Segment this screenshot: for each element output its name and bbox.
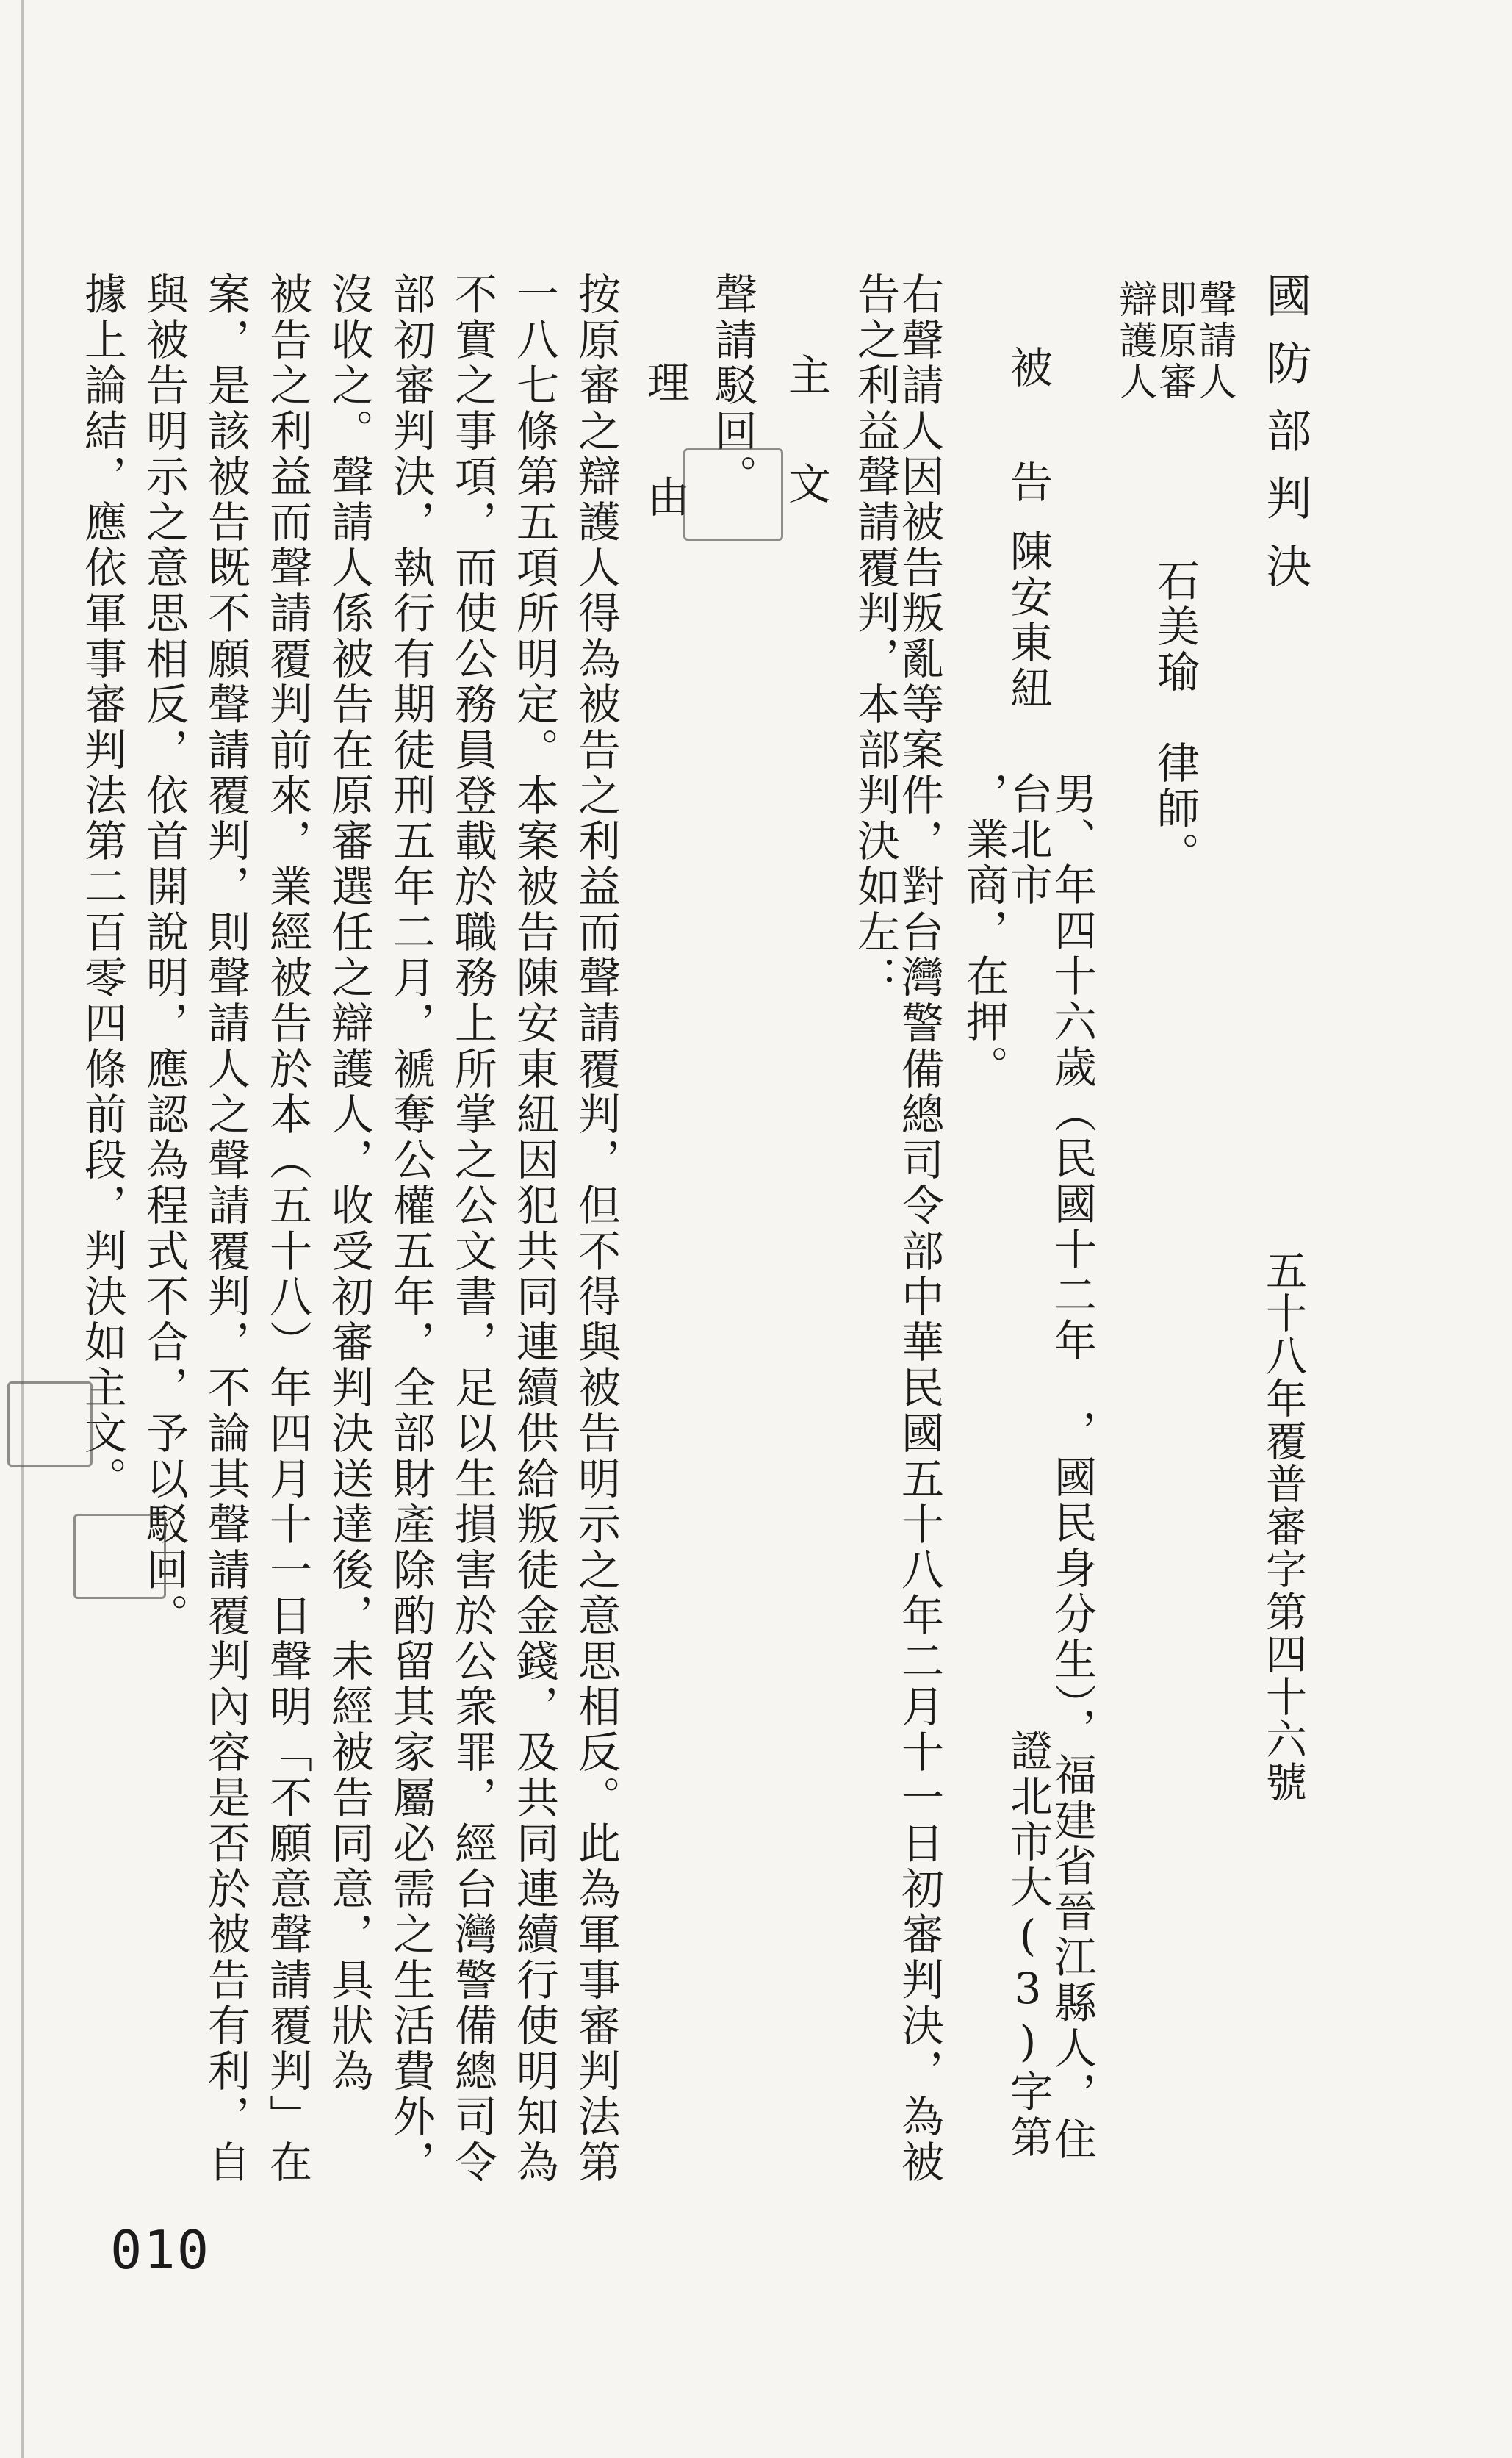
reason-line: 不實之事項，而使公務員登載於職務上所掌之公文書，足以生損害於公衆罪，經台灣警備總司令 [447,272,497,2185]
document-title: 國防部判決 [1259,272,1312,610]
defendant-detail-3: ，業商，在押。 [959,772,1009,1090]
seal-stamp [73,1514,166,1599]
seal-stamp [683,448,783,541]
reason-line: 一八七條第五項所明定。本案被告陳安東紐因犯共同連續供給叛徒金錢，及共同連續行使明知為 [509,272,559,2185]
defendant-name: 陳安東紐 [1003,529,1053,711]
main-text: 聲請駁回。 [708,272,757,500]
reason-line: 案，是該被告既不願聲請覆判，則聲請人之聲請覆判，不論其聲請覆判內容是否於被告有利，自 [201,272,251,2185]
applicant-role-line2: 即原審 [1152,279,1196,403]
case-number: 五十八年覆普審字第四十六號 [1259,1249,1307,1803]
defendant-role: 被 告 [1003,345,1053,517]
reason-line: 沒收之。聲請人係被告在原審選任之辯護人，收受初審判決送達後，未經被告同意，具狀為 [324,272,374,2094]
page-number: 010 [110,2219,211,2281]
reason-label: 理 由 [640,360,690,532]
main-text-label: 主 文 [781,353,831,516]
defendant-detail-1: 男、年四十六歲（民國十二年 ，國民身分生），福建省晉江縣人，住 [1047,772,1097,2163]
reason-line: 部初審判決，執行有期徒刑五年二月，褫奪公權五年，全部財產除酌留其家屬必需之生活費外， [386,272,436,2185]
page-edge-line [21,0,24,2458]
defendant-detail-2: 台北市 證北市大(3)字第 [1003,772,1053,2160]
reason-line: 據上論結，應依軍事審判法第二百零四條前段，判決如主文。 [77,272,127,1502]
reason-line: 按原審之辯護人得為被告之利益而聲請覆判，但不得與被告明示之意思相反。此為軍事審判法第 [571,272,621,2185]
intro-line-1: 右聲請人因被告叛亂等案件，對台灣警備總司令部中華民國五十八年二月十一日初審判決，為被 [894,272,944,2185]
intro-line-2: 告之利益聲請覆判，本部判決如左： [850,272,900,1001]
applicant-role-line3: 辯護人 [1112,279,1156,403]
applicant-role-line1: 聲請人 [1192,279,1236,403]
reason-line: 與被告明示之意思相反，依首開說明，應認為程式不合，予以駁回。 [139,272,189,1639]
applicant-name: 石美瑜 律師。 [1150,558,1200,877]
reason-line: 被告之利益而聲請覆判前來，業經被告於本（五十八）年四月十一日聲明「不願意聲請覆判」在 [262,272,312,2185]
seal-stamp [7,1381,93,1467]
